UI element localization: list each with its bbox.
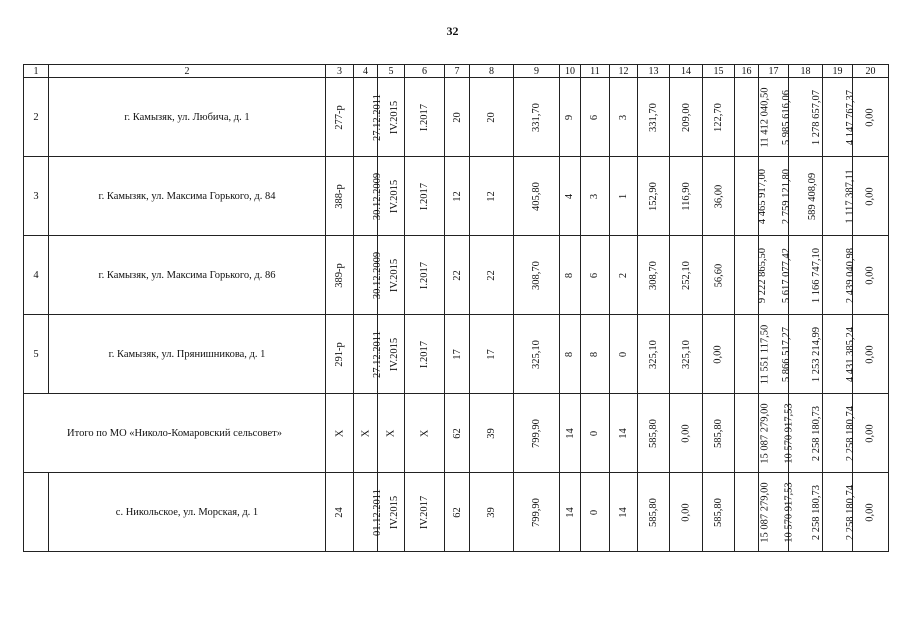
cell-c15: 0,00 [703, 315, 735, 394]
cell-c18: 1 253 214,99 [789, 315, 823, 394]
cell-c15: 585,80 [703, 394, 735, 473]
column-header: 3 [326, 65, 354, 78]
planned-start: IV.2015 [378, 315, 405, 394]
row-number: 2 [24, 78, 49, 157]
planned-end: I.2017 [405, 315, 445, 394]
column-header: 18 [789, 65, 823, 78]
cell-c17: 5 866 517,27 [759, 315, 789, 394]
cell-c16: 4 465 917,00 [735, 157, 759, 236]
cell-c7: 62 [445, 473, 470, 552]
column-header: 5 [378, 65, 405, 78]
address-cell: с. Никольское, ул. Морская, д. 1 [49, 473, 326, 552]
decree-number: 388-р [326, 157, 354, 236]
column-header: 14 [670, 65, 703, 78]
decree-date: 01.12.2011 [354, 473, 378, 552]
cell-c15: 56,60 [703, 236, 735, 315]
cell-c9: 331,70 [514, 78, 560, 157]
cell-c18: 1 278 657,07 [789, 78, 823, 157]
cell-c18: 2 258 180,73 [789, 473, 823, 552]
cell-c12: 3 [610, 78, 638, 157]
decree-number: 291-р [326, 315, 354, 394]
cell-c18: 589 408,09 [789, 157, 823, 236]
cell-c20: 0,00 [853, 157, 889, 236]
column-header: 1 [24, 65, 49, 78]
cell-c20: 0,00 [853, 394, 889, 473]
table-row [24, 473, 889, 552]
column-header: 17 [759, 65, 789, 78]
cell-c14: 0,00 [670, 394, 703, 473]
column-header: 16 [735, 65, 759, 78]
cell-c3: Х [326, 394, 354, 473]
cell-c18: 1 166 747,10 [789, 236, 823, 315]
planned-end: IV.2017 [405, 473, 445, 552]
total-row [24, 394, 889, 473]
cell-c7: 17 [445, 315, 470, 394]
cell-c16: 11 412 040,50 [735, 78, 759, 157]
cell-c8: 22 [470, 236, 514, 315]
cell-c17: 10 570 917,53 [759, 394, 789, 473]
column-header: 4 [354, 65, 378, 78]
cell-c11: 6 [581, 78, 610, 157]
planned-end: I.2017 [405, 157, 445, 236]
cell-c19: 2 439 040,98 [823, 236, 853, 315]
cell-c16: 11 551 117,50 [735, 315, 759, 394]
cell-c17: 10 570 917,53 [759, 473, 789, 552]
cell-c19: 2 258 180,74 [823, 394, 853, 473]
cell-c7: 20 [445, 78, 470, 157]
column-header: 12 [610, 65, 638, 78]
column-header: 7 [445, 65, 470, 78]
address-cell: г. Камызяк, ул. Максима Горького, д. 84 [49, 157, 326, 236]
cell-c9: 405,80 [514, 157, 560, 236]
cell-c15: 122,70 [703, 78, 735, 157]
column-header: 10 [560, 65, 581, 78]
cell-c14: 252,10 [670, 236, 703, 315]
column-header: 6 [405, 65, 445, 78]
planned-start: IV.2015 [378, 78, 405, 157]
cell-c12: 1 [610, 157, 638, 236]
header-row [24, 65, 889, 78]
cell-c10: 4 [560, 157, 581, 236]
cell-c20: 0,00 [853, 78, 889, 157]
cell-c10: 14 [560, 394, 581, 473]
planned-start: IV.2015 [378, 236, 405, 315]
planned-start: IV.2015 [378, 157, 405, 236]
cell-c11: 8 [581, 315, 610, 394]
cell-c6: Х [405, 394, 445, 473]
cell-c17: 5 985 616,06 [759, 78, 789, 157]
cell-c11: 0 [581, 394, 610, 473]
row-number: 5 [24, 315, 49, 394]
cell-c7: 12 [445, 157, 470, 236]
cell-c12: 0 [610, 315, 638, 394]
cell-c14: 0,00 [670, 473, 703, 552]
table-row [24, 315, 889, 394]
cell-c16: 15 087 279,00 [735, 473, 759, 552]
cell-c9: 308,70 [514, 236, 560, 315]
decree-number: 277-р [326, 78, 354, 157]
decree-number: 24 [326, 473, 354, 552]
row-number: 4 [24, 236, 49, 315]
cell-c13: 331,70 [638, 78, 670, 157]
cell-c10: 8 [560, 236, 581, 315]
cell-c17: 5 617 077,42 [759, 236, 789, 315]
table-row [24, 157, 889, 236]
cell-c11: 3 [581, 157, 610, 236]
column-header: 8 [470, 65, 514, 78]
row-number: 3 [24, 157, 49, 236]
column-header: 19 [823, 65, 853, 78]
cell-c20: 0,00 [853, 473, 889, 552]
cell-c15: 36,00 [703, 157, 735, 236]
column-header: 15 [703, 65, 735, 78]
planned-start: IV.2015 [378, 473, 405, 552]
cell-c18: 2 258 180,73 [789, 394, 823, 473]
cell-c16: 9 222 865,50 [735, 236, 759, 315]
cell-c15: 585,80 [703, 473, 735, 552]
address-cell: г. Камызяк, ул. Максима Горького, д. 86 [49, 236, 326, 315]
cell-c9: 799,90 [514, 394, 560, 473]
cell-c12: 14 [610, 394, 638, 473]
planned-end: I.2017 [405, 78, 445, 157]
cell-c14: 209,00 [670, 78, 703, 157]
column-header: 11 [581, 65, 610, 78]
decree-date: 27.12.2011 [354, 315, 378, 394]
cell-c8: 39 [470, 394, 514, 473]
row-number [24, 473, 49, 552]
cell-c12: 14 [610, 473, 638, 552]
cell-c10: 8 [560, 315, 581, 394]
cell-c10: 14 [560, 473, 581, 552]
cell-c19: 2 258 180,74 [823, 473, 853, 552]
total-label: Итого по МО «Николо-Комаровский сельсовет» [24, 394, 326, 473]
column-header: 20 [853, 65, 889, 78]
cell-c16: 15 087 279,00 [735, 394, 759, 473]
cell-c19: 4 431 385,24 [823, 315, 853, 394]
address-cell: г. Камызяк, ул. Любича, д. 1 [49, 78, 326, 157]
decree-date: 30.12.2009 [354, 157, 378, 236]
cell-c13: 585,80 [638, 394, 670, 473]
decree-date: 30.12.2009 [354, 236, 378, 315]
cell-c9: 325,10 [514, 315, 560, 394]
registry-table [23, 64, 889, 552]
cell-c17: 2 759 121,80 [759, 157, 789, 236]
cell-c8: 20 [470, 78, 514, 157]
cell-c13: 152,90 [638, 157, 670, 236]
cell-c8: 17 [470, 315, 514, 394]
column-header: 9 [514, 65, 560, 78]
cell-c13: 585,80 [638, 473, 670, 552]
cell-c11: 0 [581, 473, 610, 552]
table-row [24, 236, 889, 315]
cell-c13: 325,10 [638, 315, 670, 394]
cell-c8: 39 [470, 473, 514, 552]
cell-c14: 325,10 [670, 315, 703, 394]
address-cell: г. Камызяк, ул. Прянишникова, д. 1 [49, 315, 326, 394]
page-number: 32 [446, 24, 459, 38]
cell-c19: 4 147 767,37 [823, 78, 853, 157]
cell-c7: 22 [445, 236, 470, 315]
planned-end: I.2017 [405, 236, 445, 315]
cell-c9: 799,90 [514, 473, 560, 552]
cell-c12: 2 [610, 236, 638, 315]
column-header: 2 [49, 65, 326, 78]
cell-c20: 0,00 [853, 236, 889, 315]
cell-c14: 116,90 [670, 157, 703, 236]
decree-date: 27.12.2011 [354, 78, 378, 157]
cell-c5: Х [378, 394, 405, 473]
table-row [24, 78, 889, 157]
cell-c10: 9 [560, 78, 581, 157]
cell-c11: 6 [581, 236, 610, 315]
cell-c20: 0,00 [853, 315, 889, 394]
decree-number: 389-р [326, 236, 354, 315]
cell-c13: 308,70 [638, 236, 670, 315]
cell-c19: 1 117 387,11 [823, 157, 853, 236]
cell-c8: 12 [470, 157, 514, 236]
cell-c4: Х [354, 394, 378, 473]
column-header: 13 [638, 65, 670, 78]
cell-c7: 62 [445, 394, 470, 473]
